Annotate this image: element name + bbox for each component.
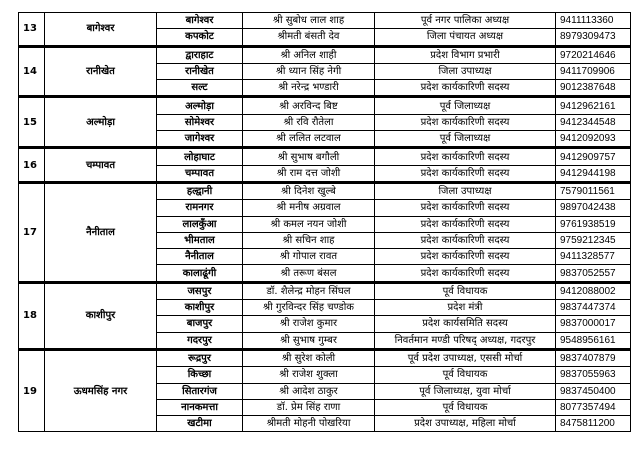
table-row: [19, 46, 631, 63]
phone-number-cell: 9412944198: [556, 165, 631, 182]
phone-number-cell: 9837450400: [556, 383, 631, 399]
phone-number-cell: 9837000017: [556, 316, 631, 332]
region-cell: काशीपुर: [45, 282, 157, 349]
serial-number-cell: 17: [19, 182, 45, 282]
constituency-cell: भीमताल: [157, 232, 243, 248]
constituency-cell: द्वाराहाट: [157, 46, 243, 63]
phone-number-cell: 9837447374: [556, 300, 631, 316]
table-row: [19, 97, 631, 114]
phone-number-cell: 9720214646: [556, 46, 631, 63]
constituency-cell: रूद्रपुर: [157, 349, 243, 366]
person-name-cell: श्रीमती बंसती देव: [243, 29, 375, 46]
person-name-cell: श्री सुभाष बगौली: [243, 148, 375, 165]
person-name-cell: डॉ. प्रेम सिंह राणा: [243, 399, 375, 415]
person-name-cell: श्री मनीष अग्रवाल: [243, 200, 375, 216]
person-name-cell: श्री आदेश ठाकुर: [243, 383, 375, 399]
designation-cell: पूर्व जिलाध्यक्ष: [375, 97, 556, 114]
person-name-cell: श्री कमल नयन जोशी: [243, 216, 375, 232]
serial-number-cell: 16: [19, 148, 45, 183]
phone-number-cell: 8475811200: [556, 416, 631, 432]
designation-cell: प्रदेश कार्यकारिणी सदस्य: [375, 216, 556, 232]
table-row: [19, 282, 631, 299]
designation-cell: प्रदेश कार्यकारिणी सदस्य: [375, 232, 556, 248]
person-name-cell: श्रीमती मोहनी पोखरिया: [243, 416, 375, 432]
designation-cell: प्रदेश कार्यकारिणी सदस्य: [375, 148, 556, 165]
person-name-cell: श्री सुबोध लाल शाह: [243, 13, 375, 29]
serial-number-cell: 13: [19, 13, 45, 47]
serial-number-cell: 15: [19, 97, 45, 148]
designation-cell: जिला पंचायत अध्यक्ष: [375, 29, 556, 46]
constituency-cell: बाजपुर: [157, 316, 243, 332]
phone-number-cell: 9012387648: [556, 80, 631, 97]
designation-cell: प्रदेश कार्यकारिणी सदस्य: [375, 114, 556, 130]
designation-cell: पूर्व जिलाध्यक्ष, युवा मोर्चा: [375, 383, 556, 399]
constituency-cell: जसपुर: [157, 282, 243, 299]
designation-cell: पूर्व प्रदेश उपाध्यक्ष, एससी मोर्चा: [375, 349, 556, 366]
phone-number-cell: 7579011561: [556, 182, 631, 199]
phone-number-cell: 9759212345: [556, 232, 631, 248]
designation-cell: प्रदेश कार्यकारिणी सदस्य: [375, 165, 556, 182]
phone-number-cell: 9411709906: [556, 63, 631, 79]
constituency-cell: रामनगर: [157, 200, 243, 216]
table-body: [19, 13, 631, 432]
constituency-cell: सोमेश्वर: [157, 114, 243, 130]
constituency-cell: किच्छा: [157, 367, 243, 383]
constituency-cell: गदरपुर: [157, 332, 243, 349]
person-name-cell: डॉ. शैलेन्द्र मोहन सिंघल: [243, 282, 375, 299]
phone-number-cell: 9412962161: [556, 97, 631, 114]
table-row: [19, 13, 631, 29]
phone-number-cell: 9548956161: [556, 332, 631, 349]
designation-cell: पूर्व विधायक: [375, 399, 556, 415]
phone-number-cell: 9412909757: [556, 148, 631, 165]
phone-number-cell: 9897042438: [556, 200, 631, 216]
phone-number-cell: 9837055963: [556, 367, 631, 383]
contact-table: [18, 12, 631, 432]
constituency-cell: लालकुँआ: [157, 216, 243, 232]
constituency-cell: कालाढूंगी: [157, 265, 243, 282]
phone-number-cell: 9412344548: [556, 114, 631, 130]
constituency-cell: अल्मोड़ा: [157, 97, 243, 114]
table-row: [19, 349, 631, 366]
person-name-cell: श्री दिनेश खुल्बे: [243, 182, 375, 199]
phone-number-cell: 9412092093: [556, 131, 631, 148]
constituency-cell: सल्ट: [157, 80, 243, 97]
table-row: [19, 182, 631, 199]
designation-cell: पूर्व विधायक: [375, 367, 556, 383]
constituency-cell: सितारगंज: [157, 383, 243, 399]
region-cell: रानीखेत: [45, 46, 157, 97]
contact-table-sheet: [18, 12, 630, 465]
serial-number-cell: 19: [19, 349, 45, 431]
serial-number-cell: 14: [19, 46, 45, 97]
designation-cell: पूर्व विधायक: [375, 282, 556, 299]
constituency-cell: रानीखेत: [157, 63, 243, 79]
designation-cell: प्रदेश विभाग प्रभारी: [375, 46, 556, 63]
person-name-cell: श्री राजेश शुक्ला: [243, 367, 375, 383]
person-name-cell: श्री तरूण बंसल: [243, 265, 375, 282]
phone-number-cell: 9837407879: [556, 349, 631, 366]
region-cell: नैनीताल: [45, 182, 157, 282]
person-name-cell: श्री राजेश कुमार: [243, 316, 375, 332]
phone-number-cell: 8979309473: [556, 29, 631, 46]
constituency-cell: नानकमत्ता: [157, 399, 243, 415]
person-name-cell: श्री अनिल शाही: [243, 46, 375, 63]
constituency-cell: कपकोट: [157, 29, 243, 46]
constituency-cell: नैनीताल: [157, 249, 243, 265]
phone-number-cell: 9761938519: [556, 216, 631, 232]
phone-number-cell: 8077357494: [556, 399, 631, 415]
designation-cell: प्रदेश कार्यकारिणी सदस्य: [375, 80, 556, 97]
person-name-cell: श्री गोपाल रावत: [243, 249, 375, 265]
region-cell: अल्मोड़ा: [45, 97, 157, 148]
constituency-cell: जागेश्वर: [157, 131, 243, 148]
serial-number-cell: 18: [19, 282, 45, 349]
person-name-cell: श्री नरेन्द्र भण्डारी: [243, 80, 375, 97]
constituency-cell: लोहाघाट: [157, 148, 243, 165]
person-name-cell: श्री सुभाष गुम्बर: [243, 332, 375, 349]
constituency-cell: बागेश्वर: [157, 13, 243, 29]
region-cell: बागेश्वर: [45, 13, 157, 47]
designation-cell: जिला उपाध्यक्ष: [375, 63, 556, 79]
designation-cell: प्रदेश कार्यकारिणी सदस्य: [375, 200, 556, 216]
person-name-cell: श्री ध्यान सिंह नेगी: [243, 63, 375, 79]
phone-number-cell: 9412088002: [556, 282, 631, 299]
person-name-cell: श्री रवि रौतेला: [243, 114, 375, 130]
person-name-cell: श्री सुरेश कोली: [243, 349, 375, 366]
designation-cell: प्रदेश कार्यकारिणी सदस्य: [375, 265, 556, 282]
constituency-cell: खटीमा: [157, 416, 243, 432]
designation-cell: पूर्व जिलाध्यक्ष: [375, 131, 556, 148]
designation-cell: प्रदेश उपाध्यक्ष, महिला मोर्चा: [375, 416, 556, 432]
table-row: [19, 148, 631, 165]
phone-number-cell: 9411113360: [556, 13, 631, 29]
person-name-cell: श्री अरविन्द बिष्ट: [243, 97, 375, 114]
person-name-cell: श्री राम दत्त जोशी: [243, 165, 375, 182]
person-name-cell: श्री ललित लटवाल: [243, 131, 375, 148]
designation-cell: प्रदेश कार्यसमिति सदस्य: [375, 316, 556, 332]
constituency-cell: हल्द्वानी: [157, 182, 243, 199]
designation-cell: जिला उपाध्यक्ष: [375, 182, 556, 199]
region-cell: ऊधमसिंह नगर: [45, 349, 157, 431]
region-cell: चम्पावत: [45, 148, 157, 183]
designation-cell: पूर्व नगर पालिका अध्यक्ष: [375, 13, 556, 29]
person-name-cell: श्री सचिन शाह: [243, 232, 375, 248]
designation-cell: प्रदेश कार्यकारिणी सदस्य: [375, 249, 556, 265]
designation-cell: प्रदेश मंत्री: [375, 300, 556, 316]
constituency-cell: काशीपुर: [157, 300, 243, 316]
person-name-cell: श्री गुरविन्दर सिंह चण्डोक: [243, 300, 375, 316]
phone-number-cell: 9837052557: [556, 265, 631, 282]
phone-number-cell: 9411328577: [556, 249, 631, 265]
constituency-cell: चम्पावत: [157, 165, 243, 182]
designation-cell: निवर्तमान मण्डी परिषद् अध्यक्ष, गदरपुर: [375, 332, 556, 349]
